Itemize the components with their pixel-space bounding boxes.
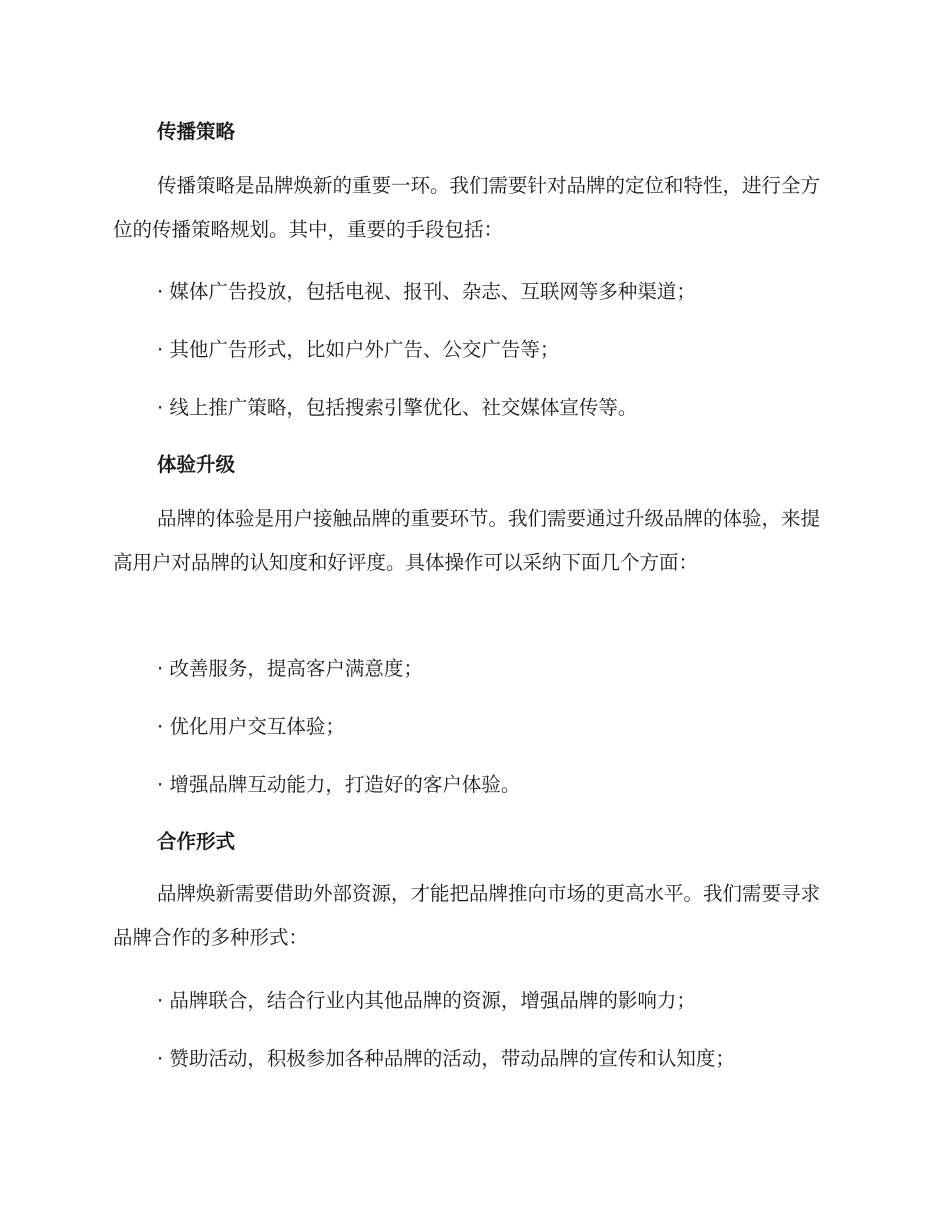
bullet-item: · 赞助活动，积极参加各种品牌的活动，带动品牌的宣传和认知度； — [157, 1047, 735, 1070]
section-heading-cooperation-forms: 合作形式 — [157, 830, 236, 853]
bullet-item: · 增强品牌互动能力，打造好的客户体验。 — [157, 773, 521, 796]
section-paragraph-cooperation-forms: 品牌焕新需要借助外部资源，才能把品牌推向市场的更高水平。我们需要寻求品牌合作的多种形式： — [113, 882, 821, 949]
bullet-item: · 改善服务，提高客户满意度； — [157, 657, 423, 680]
bullet-item: · 线上推广策略，包括搜索引擎优化、社交媒体宣传等。 — [157, 396, 638, 419]
bullet-item: · 媒体广告投放，包括电视、报刊、杂志、互联网等多种渠道； — [157, 280, 696, 303]
section-paragraph-experience-upgrade: 品牌的体验是用户接触品牌的重要环节。我们需要通过升级品牌的体验，来提高用户对品牌的认知度和好评度。具体操作可以采纳下面几个方面： — [113, 507, 821, 574]
section-paragraph-communication-strategy: 传播策略是品牌焕新的重要一环。我们需要针对品牌的定位和特性，进行全方位的传播策略规划。其中，重要的手段包括： — [113, 174, 821, 241]
section-heading-experience-upgrade: 体验升级 — [157, 453, 236, 476]
section-heading-communication-strategy: 传播策略 — [157, 120, 236, 143]
bullet-item: · 其他广告形式，比如户外广告、公交广告等； — [157, 338, 560, 361]
bullet-item: · 优化用户交互体验； — [157, 715, 345, 738]
bullet-item: · 品牌联合，结合行业内其他品牌的资源，增强品牌的影响力； — [157, 989, 696, 1012]
